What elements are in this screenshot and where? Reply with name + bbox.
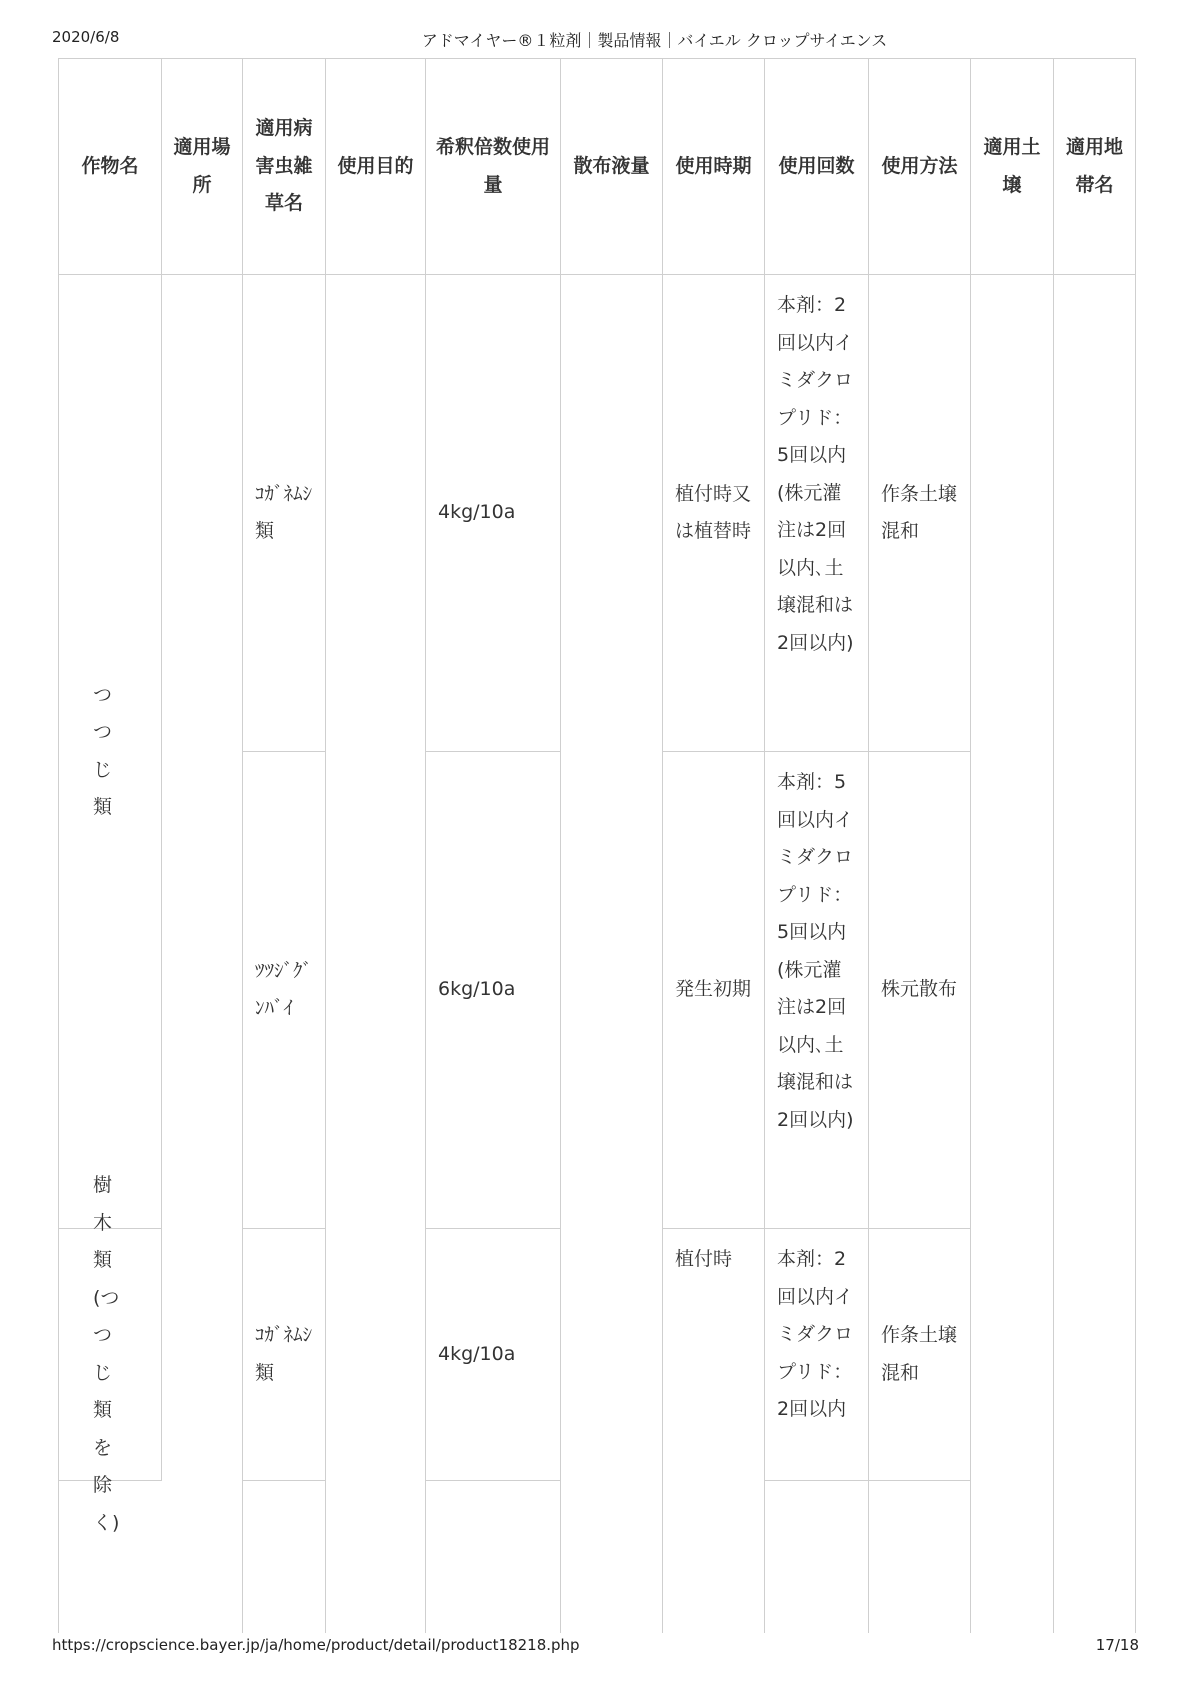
application-table (58, 58, 1136, 1633)
cell-crop-tsutsuji: つつじ類 (59, 275, 162, 1229)
col-header-soil: 適用土壌 (971, 59, 1054, 275)
cell-count-row3: 本剤：2回以内イミダクロプリド：2回以内 (765, 1229, 869, 1481)
cell-count-row1: 本剤：2回以内イミダクロプリド：5回以内(株元灌注は2回以内､土壌混和は2回以内) (765, 275, 869, 752)
col-header-region: 適用地帯名 (1054, 59, 1136, 275)
col-header-crop: 作物名 (59, 59, 162, 275)
cell-method-continued (869, 1481, 971, 1633)
header-date: 2020/6/8 (52, 28, 120, 46)
col-header-pest: 適用病害虫雑草名 (243, 59, 326, 275)
cell-region-empty (1054, 275, 1136, 1633)
cell-pest-row2: ﾂﾂｼﾞｸﾞﾝﾊﾞｲ (243, 752, 326, 1229)
cell-timing-row2: 発生初期 (663, 752, 765, 1229)
cell-pest-continued (243, 1481, 326, 1633)
cell-location-empty (162, 275, 243, 1633)
cell-method-row3: 作条土壌混和 (869, 1229, 971, 1481)
cell-dosage-row2: 6kg/10a (426, 752, 561, 1229)
cell-soil-empty (971, 275, 1054, 1633)
cell-method-row2: 株元散布 (869, 752, 971, 1229)
cell-purpose-empty (326, 275, 426, 1633)
col-header-count: 使用回数 (765, 59, 869, 275)
cell-spray-volume-empty (561, 275, 663, 1633)
cell-dosage-row1: 4kg/10a (426, 275, 561, 752)
footer-page-number: 17/18 (1095, 1636, 1139, 1654)
cell-dosage-continued (426, 1481, 561, 1633)
cell-timing-row1: 植付時又は植替時 (663, 275, 765, 752)
col-header-location: 適用場所 (162, 59, 243, 275)
col-header-purpose: 使用目的 (326, 59, 426, 275)
cell-count-row2: 本剤：5回以内イミダクロプリド：5回以内(株元灌注は2回以内､土壌混和は2回以内) (765, 752, 869, 1229)
cell-crop-continued (59, 1481, 162, 1633)
col-header-method: 使用方法 (869, 59, 971, 275)
cell-count-continued (765, 1481, 869, 1633)
col-header-spray-volume: 散布液量 (561, 59, 663, 275)
cell-crop-trees: 樹木類(つつじ類を除く) (59, 1229, 162, 1481)
cell-pest-row1: ｺｶﾞﾈﾑｼ類 (243, 275, 326, 752)
header-title: アドマイヤー®１粒剤｜製品情報｜バイエル クロップサイエンス (421, 31, 888, 50)
cell-timing-row3: 植付時 (663, 1229, 765, 1633)
col-header-dosage: 希釈倍数使用量 (426, 59, 561, 275)
cell-method-row1: 作条土壌混和 (869, 275, 971, 752)
footer-url: https://cropscience.bayer.jp/ja/home/product/detail/product18218.php (52, 1636, 580, 1654)
col-header-timing: 使用時期 (663, 59, 765, 275)
cell-dosage-row3: 4kg/10a (426, 1229, 561, 1481)
cell-pest-row3: ｺｶﾞﾈﾑｼ類 (243, 1229, 326, 1481)
